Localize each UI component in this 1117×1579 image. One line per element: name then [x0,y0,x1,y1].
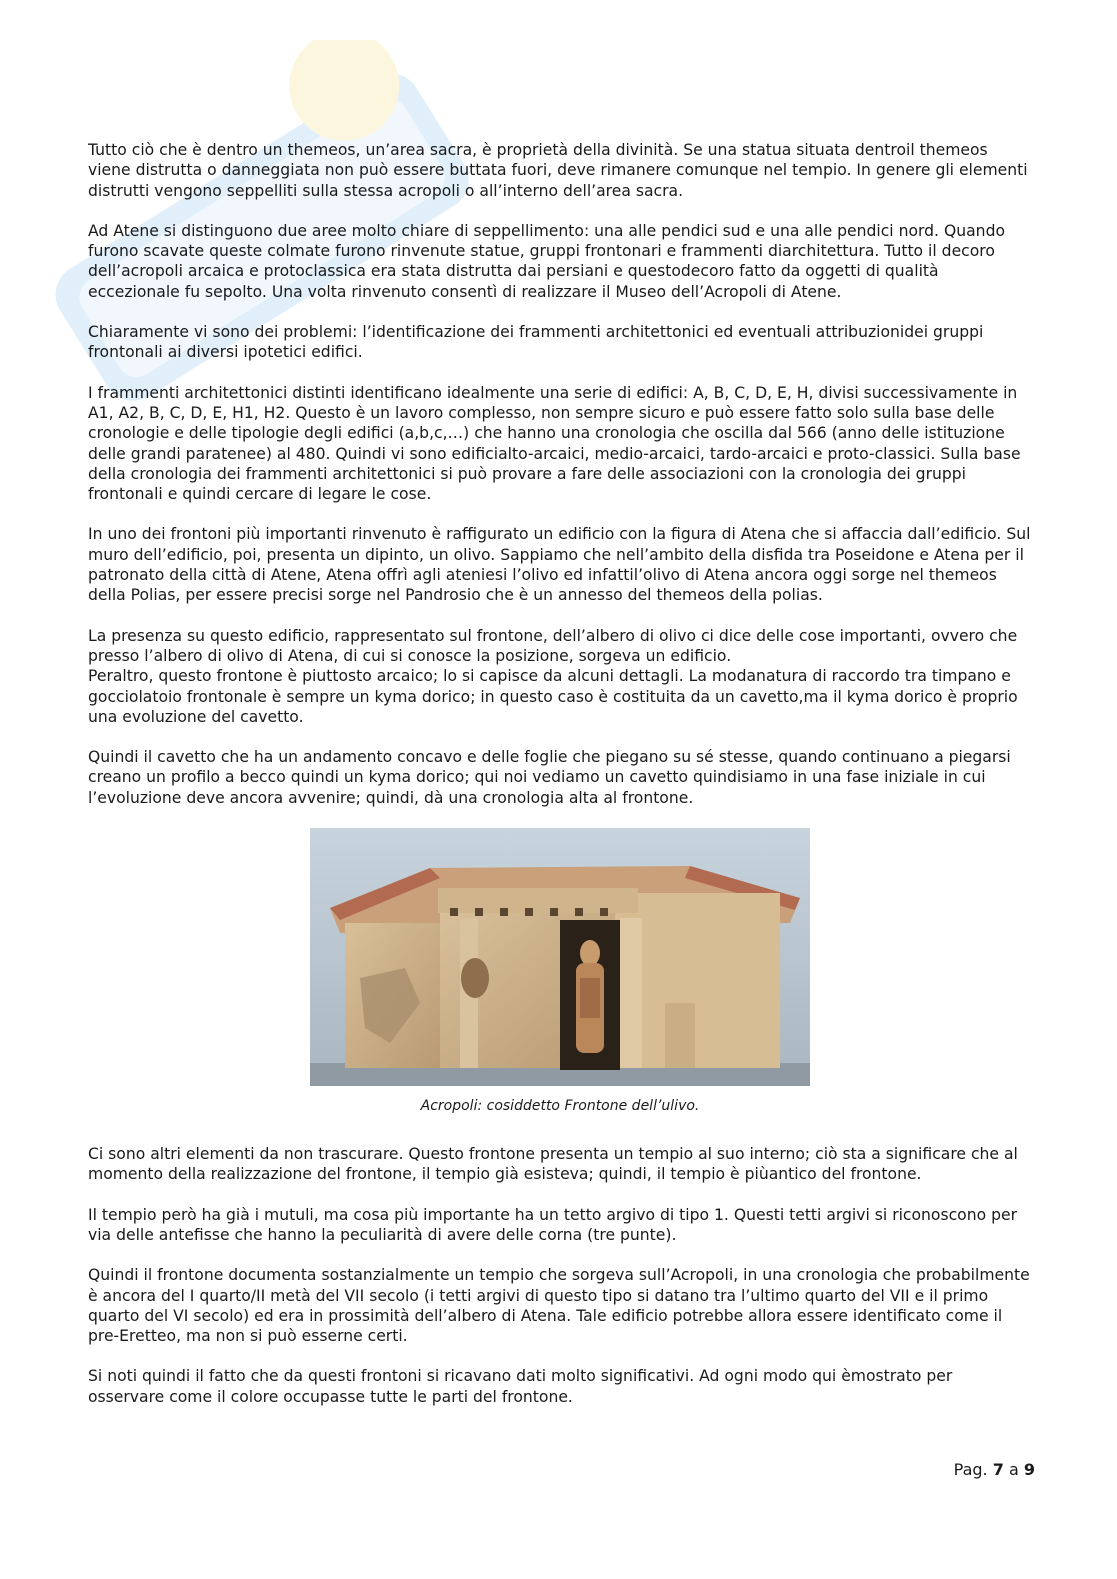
current-page: 7 [992,1460,1004,1479]
page-number [954,1460,1035,1479]
paragraph-3: Chiaramente vi sono dei problemi: l’identificazione dei frammenti architettonici ed eventuali attribuzionidei gruppi frontonali ai diversi ipotetici edifici. [88,323,984,362]
paragraph-10: Il tempio però ha già i mutuli, ma cosa più importante ha un tetto argivo di tipo 1. Questi tetti argivi si riconoscono per via delle antefisse che hanno la peculiarità di avere delle corna (tre punte). [88,1205,1017,1244]
paragraph-9: Ci sono altri elementi da non trascurare. Questo frontone presenta un tempio al suo interno; ciò sta a significare che al momento della realizzazione del frontone, il tempio già esisteva; quindi, il tempio è piùantico del frontone. [88,1145,1018,1184]
page-prefix: Pag. [953,1460,988,1479]
pediment-photo [310,828,810,1086]
paragraph-4: I frammenti architettonici distinti identificano idealmente una serie di edifici: A, B, C, D, E, H, divisi successivamente in A1, A2, B, C, D, E, H1, H2. Questo è un lavoro complesso, non sempre sicuro e può essere fatto solo sulla base delle cronologie e delle tipologie degli edifici (a,b,c,…) che hanno una cronologia che oscilla dal 566 (anno delle istituzione delle grandi paratenee) al 480. Quindi vi sono edificialto-arcaici, medio-arcaici, tardo-arcaici e proto-classici. Sulla base della cronologia dei frammenti architettonici si può provare a fare delle associazioni con la cronologia dei gruppi frontonali e quindi cercare di legare le cose. [88,383,1021,504]
page-separator: a [1008,1460,1019,1479]
page-content [88,140,1032,1427]
paragraph-8: Quindi il cavetto che ha un andamento concavo e delle foglie che piegano su sé stesse, quando continuano a piegarsi creano un profilo a becco quindi un kyma dorico; qui noi vediamo un cavetto quindisiamo in una fase iniziale in cui l’evoluzione deve ancora avvenire; quindi, dà una cronologia alta al frontone. [88,748,1011,807]
paragraph-7: Peraltro, questo frontone è piuttosto arcaico; lo si capisce da alcuni dettagli. La modanatura di raccordo tra timpano e gocciolatoio frontonale è sempre un kyma dorico; in questo caso è costituita da un cavetto,ma il kyma dorico è proprio una evoluzione del cavetto. [88,667,1018,726]
paragraph-6: La presenza su questo edificio, rappresentato sul frontone, dell’albero di olivo ci dice delle cose importanti, ovvero che presso l’albero di olivo di Atena, di cui si conosce la posizione, sorgeva un edificio. [88,626,1018,665]
paragraph-2: Ad Atene si distinguono due aree molto chiare di seppellimento: una alle pendici sud e una alle pendici nord. Quando furono scavate queste colmate furono rinvenute statue, gruppi frontonari e frammenti diarchitettura. Tutto il decoro dell’acropoli arcaica e protoclassica era stata distrutta dai persiani e questodecoro fatto da oggetti di qualità eccezionale fu sepolto. Una volta rinvenuto consentì di realizzare il Museo dell’Acropoli di Atene. [88,221,1006,301]
paragraph-11: Quindi il frontone documenta sostanzialmente un tempio che sorgeva sull’Acropoli, in una cronologia che probabilmente è ancora del I quarto/II metà del VII secolo (i tetti argivi di questo tipo si datano tra l’ultimo quarto del VII e il primo quarto del VI secolo) ed era in prossimità dell’albero di Atena. Tale edificio potrebbe allora essere identificato come il pre-Eretteo, ma non si può esserne certi. [88,1266,1030,1346]
paragraph-12: Si noti quindi il fatto che da questi frontoni si ricavano dati molto significativi. Ad ogni modo qui èmostrato per osservare come il colore occupasse tutte le parti del frontone. [88,1367,953,1406]
paragraph-5: In uno dei frontoni più importanti rinvenuto è raffigurato un edificio con la figura di Atena che si affaccia dall’edificio. Sul muro dell’edificio, poi, presenta un dipinto, un olivo. Sappiamo che nell’ambito della disfida tra Poseidone e Atena per il patronato della città di Atene, Atena offrì agli ateniesi l’olivo ed infattil’olivo di Atena ancora oggi sorge nel themeos della Polias, per essere precisi sorge nel Pandrosio che è un annesso del themeos della polias. [88,525,1031,605]
total-pages: 9 [1023,1460,1035,1479]
figure-caption: Acropoli: cosiddetto Frontone dell’ulivo. [420,1098,700,1115]
paragraph-1: Tutto ciò che è dentro un themeos, un’area sacra, è proprietà della divinità. Se una statua situata dentroil themeos viene distrutta o danneggiata non può essere buttata fuori, deve rimanere comunque nel tempio. In genere gli elementi distrutti vengono seppelliti sulla stessa acropoli o all’interno dell’area sacra. [88,141,1028,200]
figure [88,828,1032,1114]
